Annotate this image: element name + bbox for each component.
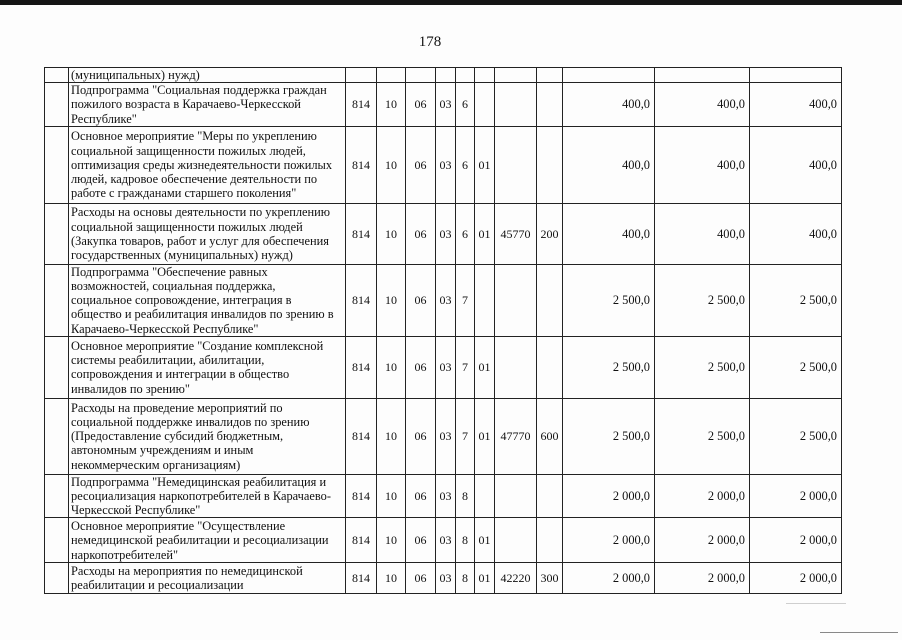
item-name-line: Подпрограмма "Обеспечение равных [71, 264, 268, 279]
code-activity-cell: 01 [475, 126, 495, 203]
item-name-cell [69, 398, 346, 474]
row-margin-cell [45, 126, 69, 203]
table-row [45, 264, 842, 336]
table-row [45, 336, 842, 398]
row-margin-cell [45, 518, 69, 563]
code-section-cell: 10 [377, 518, 406, 563]
code-section-cell: 10 [377, 83, 406, 127]
code-subsection-cell: 06 [406, 398, 436, 474]
amount-2025-cell: 2 500,0 [655, 398, 750, 474]
code-section-cell: 10 [377, 563, 406, 594]
amount-2025-cell: 2 500,0 [655, 336, 750, 398]
code-activity-cell [475, 68, 495, 83]
budget-table-body [45, 68, 842, 594]
item-name-line: Расходы на проведение мероприятий по [71, 400, 283, 415]
item-name-cell [69, 83, 346, 127]
amount-2026-cell: 2 000,0 [750, 474, 842, 518]
code-program-cell: 03 [436, 518, 456, 563]
item-name-line: (Предоставление субсидий бюджетным, [71, 429, 284, 444]
amount-2026-cell: 2 500,0 [750, 336, 842, 398]
item-name-line: Расходы на основы деятельности по укреплению [71, 205, 331, 220]
table-row [45, 83, 842, 127]
code-program-cell: 03 [436, 126, 456, 203]
code-ministry-cell: 814 [346, 474, 377, 518]
code-section-cell: 10 [377, 336, 406, 398]
item-name-line: немедицинской реабилитации и ресоциализации [71, 533, 329, 548]
amount-2025-cell: 2 000,0 [655, 563, 750, 594]
code-activity-cell [475, 83, 495, 127]
code-ministry-cell: 814 [346, 518, 377, 563]
item-name-line: реабилитации и ресоциализации [71, 578, 244, 593]
amount-2024-cell: 2 000,0 [563, 563, 655, 594]
item-name-line: Основное мероприятие "Создание комплексной [71, 338, 324, 353]
code-section-cell: 10 [377, 203, 406, 264]
item-name-cell [69, 518, 346, 563]
amount-2026-cell: 400,0 [750, 203, 842, 264]
code-program-cell: 03 [436, 83, 456, 127]
item-name-cell [69, 68, 346, 83]
amount-2026-cell: 2 500,0 [750, 264, 842, 336]
amount-2024-cell: 2 000,0 [563, 518, 655, 563]
amount-2025-cell: 400,0 [655, 203, 750, 264]
code-subsection-cell: 06 [406, 336, 436, 398]
code-subprogram-cell: 8 [456, 474, 475, 518]
code-expense-type-cell [537, 83, 563, 127]
code-activity-cell: 01 [475, 203, 495, 264]
code-program-cell: 03 [436, 264, 456, 336]
code-direction-cell [495, 336, 537, 398]
code-expense-type-cell [537, 518, 563, 563]
item-name-cell [69, 126, 346, 203]
code-ministry-cell: 814 [346, 203, 377, 264]
row-margin-cell [45, 68, 69, 83]
item-name-cell [69, 336, 346, 398]
item-name-cell [69, 203, 346, 264]
code-section-cell: 10 [377, 474, 406, 518]
amount-2025-cell [655, 68, 750, 83]
code-subsection-cell [406, 68, 436, 83]
code-program-cell [436, 68, 456, 83]
item-name-line: Основное мероприятие "Меры по укреплению [71, 129, 317, 144]
row-margin-cell [45, 203, 69, 264]
code-activity-cell [475, 264, 495, 336]
code-expense-type-cell [537, 264, 563, 336]
amount-2026-cell: 400,0 [750, 126, 842, 203]
code-direction-cell [495, 518, 537, 563]
code-ministry-cell: 814 [346, 563, 377, 594]
code-activity-cell: 01 [475, 398, 495, 474]
code-subprogram-cell [456, 68, 475, 83]
amount-2026-cell: 2 000,0 [750, 563, 842, 594]
table-row [45, 398, 842, 474]
code-ministry-cell: 814 [346, 336, 377, 398]
code-direction-cell: 45770 [495, 203, 537, 264]
item-name-line: Подпрограмма "Немедицинская реабилитация и [71, 474, 327, 489]
table-row [45, 68, 842, 83]
code-expense-type-cell [537, 474, 563, 518]
code-subsection-cell: 06 [406, 474, 436, 518]
amount-2024-cell: 2 500,0 [563, 398, 655, 474]
item-name-line: людей, кадровое обеспечение деятельности по [71, 171, 318, 186]
amount-2026-cell: 400,0 [750, 83, 842, 127]
code-direction-cell [495, 474, 537, 518]
code-program-cell: 03 [436, 203, 456, 264]
code-subprogram-cell: 7 [456, 264, 475, 336]
item-name-line: Расходы на мероприятия по немедицинской [71, 564, 303, 579]
code-subprogram-cell: 8 [456, 518, 475, 563]
item-name-line: системы реабилитации, абилитации, [71, 353, 265, 368]
item-name-line: (Закупка товаров, работ и услуг для обеспечения [71, 233, 329, 248]
amount-2026-cell: 2 000,0 [750, 518, 842, 563]
item-name-line: пожилого возраста в Карачаево-Черкесской [71, 97, 301, 112]
item-name-line: сопровождения и интеграции в общество [71, 367, 290, 382]
item-name-cell [69, 563, 346, 594]
code-ministry-cell: 814 [346, 398, 377, 474]
code-section-cell: 10 [377, 264, 406, 336]
code-expense-type-cell [537, 336, 563, 398]
code-section-cell [377, 68, 406, 83]
code-activity-cell [475, 474, 495, 518]
code-ministry-cell [346, 68, 377, 83]
item-name-cell [69, 474, 346, 518]
item-name-line: Подпрограмма "Социальная поддержка граждан [71, 83, 327, 98]
code-ministry-cell: 814 [346, 264, 377, 336]
code-expense-type-cell: 200 [537, 203, 563, 264]
amount-2024-cell [563, 68, 655, 83]
item-name-line: автономным учреждениям и иным [71, 443, 254, 458]
item-name-line: Основное мероприятие "Осуществление [71, 519, 286, 534]
scan-artifact-line [786, 603, 846, 604]
amount-2025-cell: 2 000,0 [655, 518, 750, 563]
item-name-line: (муниципальных) нужд) [71, 68, 200, 82]
code-direction-cell [495, 126, 537, 203]
row-margin-cell [45, 264, 69, 336]
item-name-line: возможностей, социальная поддержка, [71, 279, 276, 294]
code-subsection-cell: 06 [406, 126, 436, 203]
code-activity-cell: 01 [475, 563, 495, 594]
code-section-cell: 10 [377, 126, 406, 203]
table-row [45, 518, 842, 563]
code-subprogram-cell: 7 [456, 336, 475, 398]
amount-2024-cell: 2 500,0 [563, 336, 655, 398]
item-name-line: инвалидов по зрению" [71, 381, 190, 396]
code-program-cell: 03 [436, 398, 456, 474]
amount-2024-cell: 400,0 [563, 126, 655, 203]
code-program-cell: 03 [436, 336, 456, 398]
code-direction-cell [495, 83, 537, 127]
code-direction-cell: 47770 [495, 398, 537, 474]
code-expense-type-cell: 600 [537, 398, 563, 474]
amount-2024-cell: 2 500,0 [563, 264, 655, 336]
table-row [45, 126, 842, 203]
table-row [45, 203, 842, 264]
code-direction-cell [495, 264, 537, 336]
code-subsection-cell: 06 [406, 203, 436, 264]
item-name-line: ресоциализация наркопотребителей в Карачаево- [71, 489, 331, 504]
code-activity-cell: 01 [475, 336, 495, 398]
code-subsection-cell: 06 [406, 264, 436, 336]
item-name-line: некоммерческим организациям) [71, 457, 241, 472]
item-name-line: Республике" [71, 111, 137, 126]
item-name-line: Черкесской Республике" [71, 503, 201, 518]
item-name-line: оптимизация среды жизнедеятельности пожилых [71, 157, 333, 172]
row-margin-cell [45, 474, 69, 518]
item-name-line: государственных (муниципальных) нужд) [71, 248, 293, 263]
amount-2026-cell [750, 68, 842, 83]
code-direction-cell [495, 68, 537, 83]
item-name-line: наркопотребителей" [71, 547, 179, 562]
budget-table [44, 67, 842, 594]
code-subprogram-cell: 6 [456, 83, 475, 127]
amount-2024-cell: 400,0 [563, 83, 655, 127]
item-name-line: общество и реабилитация инвалидов по зрению в [71, 307, 334, 322]
item-name-line: социальной поддержке инвалидов по зрению [71, 415, 310, 430]
code-subprogram-cell: 8 [456, 563, 475, 594]
item-name-line: Карачаево-Черкесской Республике" [71, 321, 259, 336]
item-name-line: социальное сопровождение, интеграция в [71, 293, 292, 308]
amount-2026-cell: 2 500,0 [750, 398, 842, 474]
table-row [45, 563, 842, 594]
page-number: 178 [418, 34, 442, 50]
code-section-cell: 10 [377, 398, 406, 474]
scan-artifact-line [820, 632, 898, 633]
code-program-cell: 03 [436, 474, 456, 518]
code-subsection-cell: 06 [406, 563, 436, 594]
code-ministry-cell: 814 [346, 126, 377, 203]
row-margin-cell [45, 563, 69, 594]
item-name-line: работе с гражданами старшего поколения" [71, 186, 297, 201]
row-margin-cell [45, 398, 69, 474]
code-program-cell: 03 [436, 563, 456, 594]
code-activity-cell: 01 [475, 518, 495, 563]
code-subsection-cell: 06 [406, 83, 436, 127]
code-expense-type-cell [537, 126, 563, 203]
amount-2025-cell: 400,0 [655, 83, 750, 127]
code-subprogram-cell: 7 [456, 398, 475, 474]
table-row [45, 474, 842, 518]
item-name-cell [69, 264, 346, 336]
top-border-rule [0, 0, 902, 5]
code-subprogram-cell: 6 [456, 203, 475, 264]
code-expense-type-cell: 300 [537, 563, 563, 594]
amount-2025-cell: 400,0 [655, 126, 750, 203]
row-margin-cell [45, 83, 69, 127]
code-subsection-cell: 06 [406, 518, 436, 563]
amount-2024-cell: 2 000,0 [563, 474, 655, 518]
row-margin-cell [45, 336, 69, 398]
item-name-line: социальной защищенности пожилых людей [71, 219, 303, 234]
code-subprogram-cell: 6 [456, 126, 475, 203]
code-ministry-cell: 814 [346, 83, 377, 127]
amount-2025-cell: 2 000,0 [655, 474, 750, 518]
amount-2024-cell: 400,0 [563, 203, 655, 264]
code-expense-type-cell [537, 68, 563, 83]
amount-2025-cell: 2 500,0 [655, 264, 750, 336]
item-name-line: социальной защищенности пожилых людей, [71, 143, 306, 158]
code-direction-cell: 42220 [495, 563, 537, 594]
